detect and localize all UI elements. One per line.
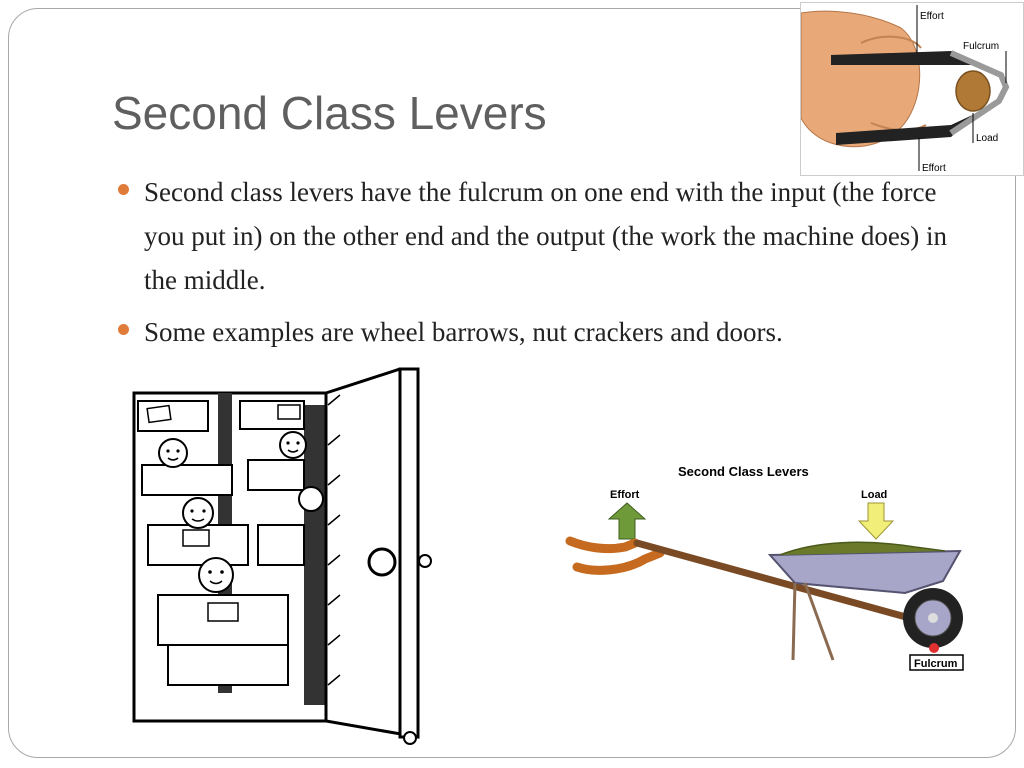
effort-arrow-icon: [609, 503, 645, 539]
slide-title: Second Class Levers: [112, 87, 547, 139]
nutcracker-figure: [800, 2, 1024, 176]
load-arrow-icon: [859, 503, 893, 539]
fulcrum-label: Fulcrum: [963, 41, 1000, 52]
fulcrum-label: Fulcrum: [914, 658, 958, 670]
classroom-door-figure: [128, 365, 434, 747]
wheelbarrow-figure: [565, 455, 970, 675]
bullet-item: [118, 170, 958, 302]
bullet-text: Second class levers have the fulcrum on one end with the input (the force you put in) on the other end and the output (the work the machine does) in the middle.: [144, 177, 948, 295]
bullet-dot-icon: [118, 184, 129, 195]
wheelbarrow-diagram: [565, 455, 970, 675]
load-label: Load: [861, 489, 888, 501]
classroom-door-illustration: [128, 365, 434, 747]
wheelbarrow-title: Second Class Levers: [678, 464, 809, 479]
bullet-text: Some examples are wheel barrows, nut crackers and doors.: [144, 317, 783, 347]
bullet-list: [118, 170, 958, 362]
bullet-item: [118, 310, 958, 354]
bullet-dot-icon: [118, 324, 129, 335]
fulcrum-point-icon: [929, 643, 939, 653]
nutcracker-illustration: [801, 3, 1023, 175]
effort-bottom-label: Effort: [922, 163, 946, 174]
effort-top-label: Effort: [920, 11, 944, 22]
load-label: Load: [976, 133, 999, 144]
effort-label: Effort: [610, 489, 640, 501]
